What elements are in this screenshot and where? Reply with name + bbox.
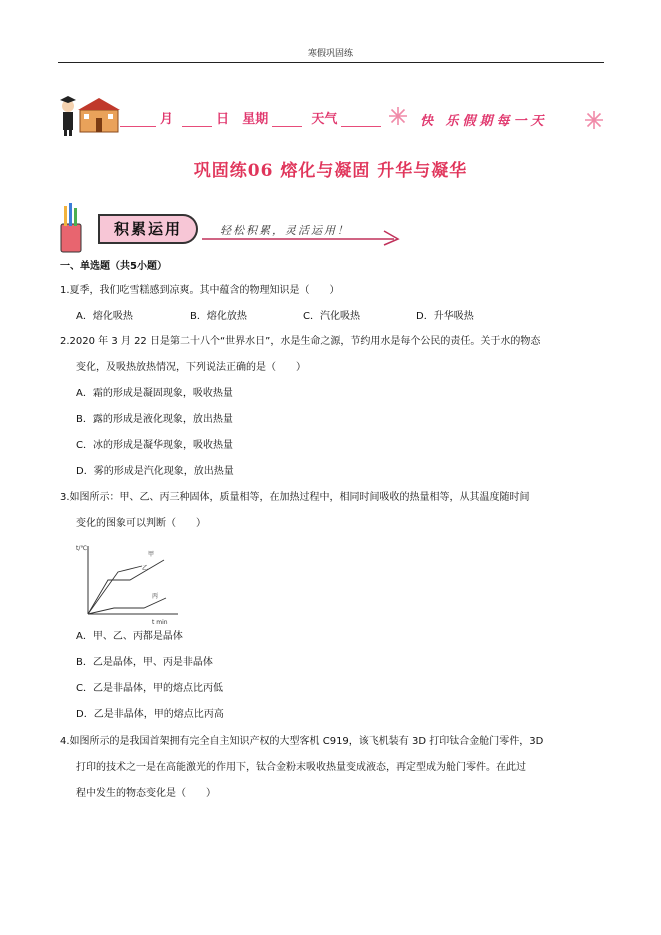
question-3-option-d: D．乙是非晶体，甲的熔点比丙高	[76, 709, 224, 720]
graph-x-label: t min	[152, 619, 168, 626]
weather-blank	[341, 110, 381, 127]
weekday-blank	[272, 110, 302, 127]
snowflake-icon	[388, 106, 408, 126]
question-2-option-d: D．雾的形成是汽化现象，放出热量	[76, 466, 234, 477]
day-label: 日	[216, 112, 230, 127]
graph-curve-label-bing: 丙	[152, 593, 159, 600]
question-1-option-c: C．汽化吸热	[303, 311, 360, 322]
question-2-option-b: B．露的形成是液化现象，放出热量	[76, 414, 233, 425]
temperature-time-graph	[74, 540, 184, 628]
page-header-title: 寒假巩固练	[307, 49, 353, 59]
section-badge	[98, 214, 198, 244]
weather-label: 天气	[311, 112, 338, 127]
graph-curve-yi	[88, 566, 142, 614]
header-divider	[58, 62, 604, 63]
pencil-cup-icon	[58, 202, 84, 254]
question-2-stem-line1: 2.2020 年 3 月 22 日是第二十八个“世界水日”，水是生命之源，节约用水是每个公民的责任。关于水的物态	[60, 336, 541, 347]
section-motto: 轻松积累，灵活运用！	[220, 224, 350, 237]
question-1-option-b: B．熔化放热	[190, 311, 247, 322]
section-badge-label: 积累运用	[113, 220, 182, 238]
graph-curve-label-yi: 乙	[142, 565, 149, 572]
graph-curve-jia	[88, 560, 164, 614]
question-3-option-a: A．甲、乙、丙都是晶体	[76, 631, 183, 642]
graduate-school-illustration	[56, 92, 122, 136]
section-underline-arrow	[198, 226, 404, 246]
graph-curve-bing	[88, 598, 166, 614]
question-1-option-d: D．升华吸热	[416, 311, 474, 322]
question-4-stem-line3: 程中发生的物态变化是（ ）	[76, 788, 216, 799]
question-3-stem-line1: 3.如图所示：甲、乙、丙三种固体，质量相等，在加热过程中，相同时间吸收的热量相等，从其温度随时间	[60, 492, 530, 503]
graph-y-label: t/℃	[76, 545, 88, 552]
banner-slogan: 快 乐假期每一天	[420, 114, 548, 129]
question-3-option-c: C．乙是非晶体，甲的熔点比丙低	[76, 683, 223, 694]
question-4-stem-line1: 4.如图所示的是我国首架拥有完全自主知识产权的大型客机 C919，该飞机装有 3D 打印钛合金舱门零件，3D	[60, 736, 544, 747]
question-1-option-a: A．熔化吸热	[76, 311, 133, 322]
weekday-label: 星期	[242, 112, 269, 127]
question-2-option-a: A．霜的形成是凝固现象，吸收热量	[76, 388, 233, 399]
question-3-option-b: B．乙是晶体，甲、丙是非晶体	[76, 657, 213, 668]
month-blank	[120, 110, 156, 127]
document-title: 巩固练06 熔化与凝固 升华与凝华	[193, 161, 468, 181]
question-4-stem-line2: 打印的技术之一是在高能激光的作用下，钛合金粉末吸收热量变成液态，再定型成为舱门零件。在此过	[76, 762, 526, 773]
month-label: 月	[160, 112, 174, 127]
question-1-stem: 1.夏季，我们吃雪糕感到凉爽。其中蕴含的物理知识是（ ）	[60, 285, 340, 296]
part-heading: 一、单选题（共5小题）	[60, 261, 167, 272]
day-blank	[182, 110, 212, 127]
question-2-stem-line2: 变化，及吸热放热情况，下列说法正确的是（ ）	[76, 362, 306, 373]
snowflake-icon	[584, 110, 604, 130]
question-2-option-c: C．冰的形成是凝华现象，吸收热量	[76, 440, 233, 451]
graph-curve-label-jia: 甲	[148, 551, 155, 558]
question-3-stem-line2: 变化的图象可以判断（ ）	[76, 518, 206, 529]
